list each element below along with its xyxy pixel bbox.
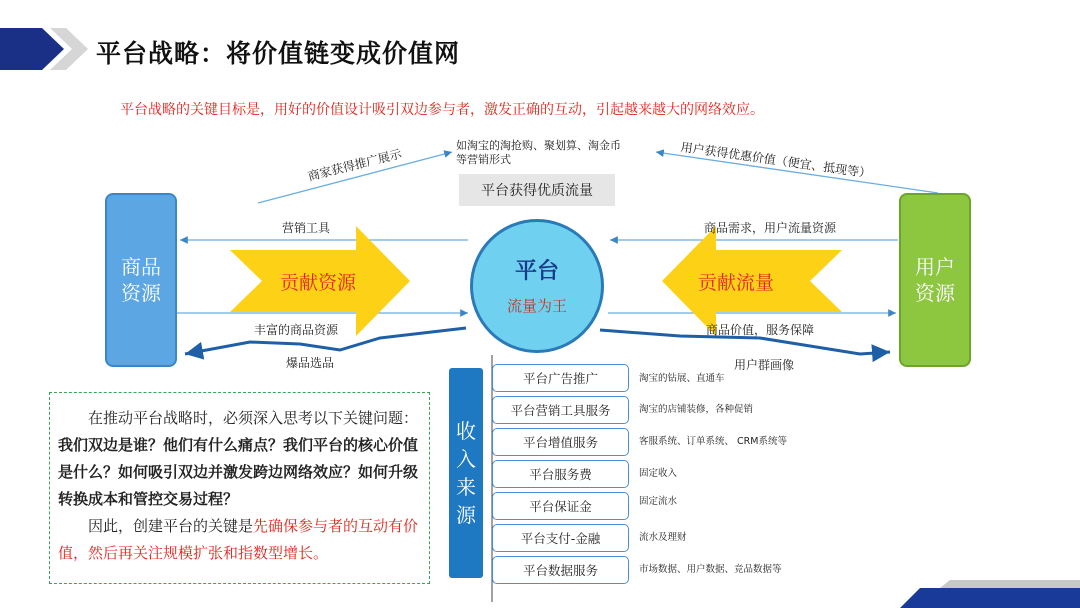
platform-title: 平台 [514, 259, 559, 284]
revenue-desc: 市场数据、用户数据、竞品数据等 [639, 564, 782, 575]
revenue-item: 平台增值服务 [492, 428, 629, 456]
revenue-desc: 流水及理财 [639, 532, 687, 543]
note-questions: 我们双边是谁？他们有什么痛点？我们平台的核心价值是什么？如何吸引双边并激发跨边网络效应？如何升级转换成本和管控交易过程？ [58, 436, 419, 508]
top-example-note-line2: 等营销形式 [456, 153, 511, 166]
contribute-traffic-label: 贡献流量 [698, 272, 775, 294]
product-resources-box [105, 193, 177, 367]
income-sources-label [449, 368, 483, 578]
revenue-desc: 客服系统、订单系统、 CRM系统等 [639, 436, 787, 447]
page-title: 平台战略：将价值链变成价值网 [96, 39, 461, 68]
product-value-label: 商品价值，服务保障 [706, 323, 815, 337]
revenue-item: 平台支付-金融 [492, 524, 629, 552]
top-example-note [456, 139, 621, 167]
user-benefit-label: 用户获得优惠价值（便宜、抵现等） [679, 139, 872, 181]
key-questions-note [49, 392, 430, 584]
revenue-desc: 固定流水 [639, 496, 678, 507]
user-profile-label: 用户群画像 [734, 358, 795, 372]
income-sources-text: 收入来源 [456, 419, 476, 527]
user-resources-line1: 用户 [915, 255, 955, 279]
revenue-item: 平台数据服务 [492, 556, 629, 584]
merchant-promo-label: 商家获得推广展示 [306, 146, 404, 184]
note-conclusion-lead: 因此，创建平台的关键是 [88, 517, 254, 535]
note-conclusion-highlight: 先确保参与者的互动有价值，然后再关注规模扩张和指数型增长。 [58, 517, 419, 562]
traffic-banner: 平台获得优质流量 [459, 174, 615, 206]
rich-products-label: 丰富的商品资源 [254, 323, 339, 337]
user-resources-line2: 资源 [915, 281, 955, 305]
platform-subtitle: 流量为王 [506, 297, 567, 315]
revenue-desc: 淘宝的钻展、直通车 [639, 373, 725, 384]
user-resources-box [899, 193, 971, 367]
note-conclusion [58, 513, 421, 567]
revenue-item: 平台保证金 [492, 492, 629, 520]
top-example-note-line1: 如淘宝的淘抢购、聚划算、淘金币 [456, 139, 621, 152]
revenue-item: 平台营销工具服务 [492, 396, 629, 424]
hot-products-label: 爆品选品 [286, 356, 335, 370]
product-resources-line1: 商品 [121, 255, 161, 279]
revenue-desc: 淘宝的店铺装修，各种促销 [639, 404, 754, 415]
revenue-item: 平台服务费 [492, 460, 629, 488]
page-subtitle: 平台战略的关键目标是，用好的价值设计吸引双边参与者，激发正确的互动，引起越来越大的网络效应。 [120, 102, 764, 118]
note-intro: 在推动平台战略时，必须深入思考以下关键问题： [88, 409, 419, 427]
product-resources-line2: 资源 [121, 281, 161, 305]
revenue-item: 平台广告推广 [492, 364, 629, 392]
contribute-resources-label: 贡献资源 [280, 272, 357, 294]
marketing-tools-label: 营销工具 [282, 221, 331, 235]
product-demand-label: 商品需求，用户流量资源 [704, 221, 837, 235]
revenue-desc: 固定收入 [639, 468, 678, 479]
platform-circle [470, 219, 604, 353]
